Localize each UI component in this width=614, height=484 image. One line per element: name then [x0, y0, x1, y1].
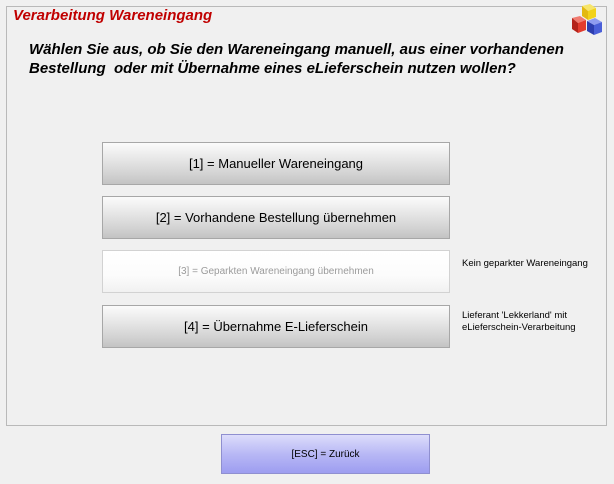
- e-delivery-note-button[interactable]: [4] = Übernahme E-Lieferschein: [102, 305, 450, 348]
- parked-receipt-note-line-1: Kein geparkter Wareneingang: [462, 258, 588, 269]
- cubes-logo-icon: [568, 4, 604, 36]
- instruction-line-1: Wählen Sie aus, ob Sie den Wareneingang manuell, aus einer vorhandenen: [29, 41, 564, 58]
- instruction-text: [29, 40, 569, 78]
- supplier-note-line-2: eLieferschein-Verarbeitung: [462, 322, 576, 333]
- supplier-note: [462, 310, 576, 334]
- parked-receipt-note: [462, 258, 588, 270]
- manual-goods-receipt-button[interactable]: [1] = Manueller Wareneingang: [102, 142, 450, 185]
- window-title: Verarbeitung Wareneingang: [13, 7, 213, 24]
- supplier-note-line-1: Lieferant 'Lekkerland' mit: [462, 310, 568, 321]
- instruction-line-2: Bestellung oder mit Übernahme eines eLieferschein nutzen wollen?: [29, 60, 516, 77]
- back-button[interactable]: [ESC] = Zurück: [221, 434, 430, 474]
- existing-order-button[interactable]: [2] = Vorhandene Bestellung übernehmen: [102, 196, 450, 239]
- parked-goods-receipt-button: [3] = Geparkten Wareneingang übernehmen: [102, 250, 450, 293]
